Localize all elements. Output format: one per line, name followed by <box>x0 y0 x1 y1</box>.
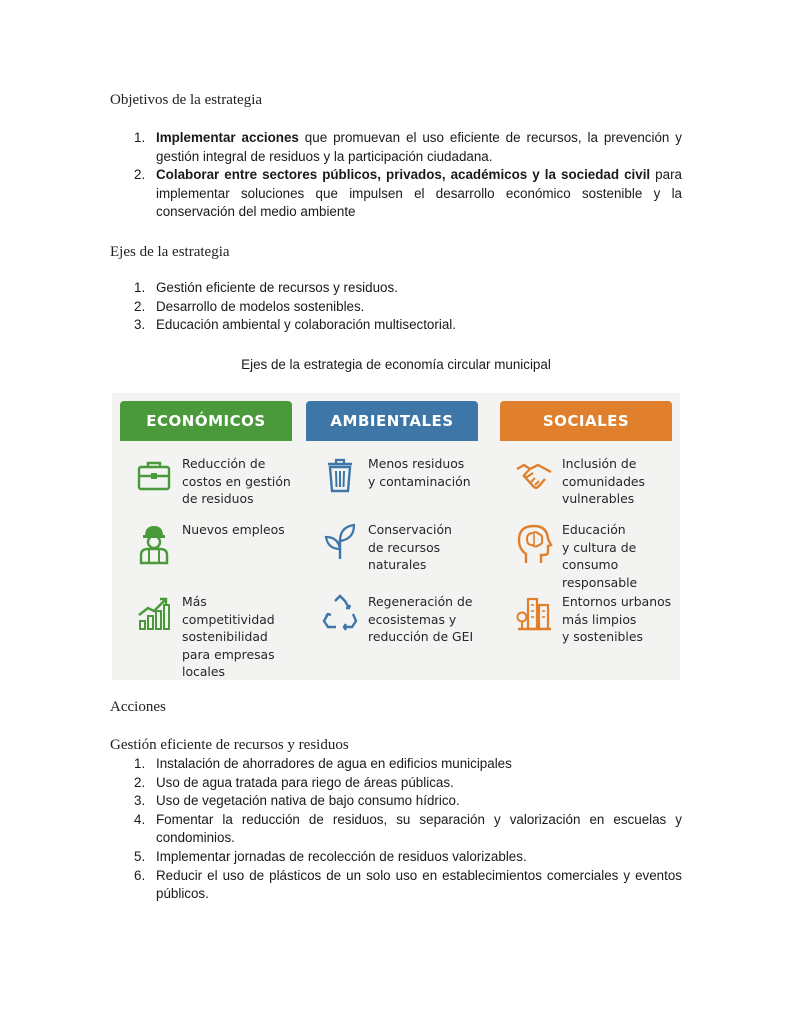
list-item: 2. Desarrollo de modelos sostenibles. <box>134 298 365 314</box>
list-item: 1. Instalación de ahorradores de agua en edificios municipales <box>134 756 512 771</box>
item-text: Educación y cultura de consumo responsable <box>562 522 638 590</box>
item-text: Reducción de costos en gestión de residuos <box>182 456 291 506</box>
list-item: 4. Fomentar la reducción de residuos, su separación y valorización en escuelas y condominios. <box>134 811 682 846</box>
recycle-icon <box>320 593 360 633</box>
item-text: Conservación de recursos naturales <box>368 522 452 572</box>
strategy-infographic <box>112 393 680 680</box>
list-item: 2. Uso de agua tratada para riego de áreas públicas. <box>134 774 454 790</box>
environmental-column <box>306 401 478 676</box>
item-text: Menos residuos y contaminación <box>368 456 471 489</box>
item-text: Entornos urbanos más limpios y sostenibles <box>562 594 672 644</box>
growth-chart-icon <box>134 593 174 633</box>
list-item: 1. Implementar acciones que promuevan el uso eficiente de recursos, la prevención y gestión integral de residuos y la participación ciudadana. <box>134 130 682 164</box>
brain-head-icon <box>514 521 554 565</box>
leaf-plant-icon <box>320 521 360 561</box>
city-buildings-icon <box>514 593 554 633</box>
item-text: Nuevos empleos <box>182 522 285 537</box>
list-item: 6. Reducir el uso de plásticos de un solo uso en establecimientos comerciales y eventos públicos. <box>134 867 682 902</box>
item-text: Más competitividad sostenibilidad para empresas locales <box>182 594 275 679</box>
economic-column <box>120 401 292 679</box>
list-item: 1. Gestión eficiente de recursos y residuos. <box>134 280 398 295</box>
worker-icon <box>134 521 174 565</box>
figure-caption: Ejes de la estrategia de economía circular municipal <box>241 357 551 372</box>
economic-header: ECONÓMICOS <box>120 401 292 441</box>
resources-subheading: Gestión eficiente de recursos y residuos <box>110 737 349 753</box>
objectives-list <box>116 129 682 222</box>
briefcase-icon <box>134 455 174 495</box>
actions-list <box>116 755 682 904</box>
social-column <box>500 401 672 676</box>
objectives-heading: Objetivos de la estrategia <box>110 92 263 108</box>
item-text: Regeneración de ecosistemas y reducción de GEI <box>368 594 474 644</box>
handshake-icon <box>514 455 554 495</box>
trash-can-icon <box>320 455 360 495</box>
list-item: 5. Implementar jornadas de recolección de residuos valorizables. <box>134 848 527 864</box>
list-item: 2. Colaborar entre sectores públicos, privados, académicos y la sociedad civil para implementar soluciones que impulsen el desarrollo económico sostenible y la conservación del medio ambiente <box>134 167 682 220</box>
axes-list <box>116 279 682 335</box>
list-item: 3. Educación ambiental y colaboración multisectorial. <box>134 317 456 333</box>
social-header: SOCIALES <box>500 401 672 441</box>
list-item: 3. Uso de vegetación nativa de bajo consumo hídrico. <box>134 793 460 809</box>
environmental-header: AMBIENTALES <box>306 401 478 441</box>
axes-heading: Ejes de la estrategia <box>110 244 230 260</box>
actions-heading: Acciones <box>110 699 166 715</box>
item-text: Inclusión de comunidades vulnerables <box>562 456 646 506</box>
